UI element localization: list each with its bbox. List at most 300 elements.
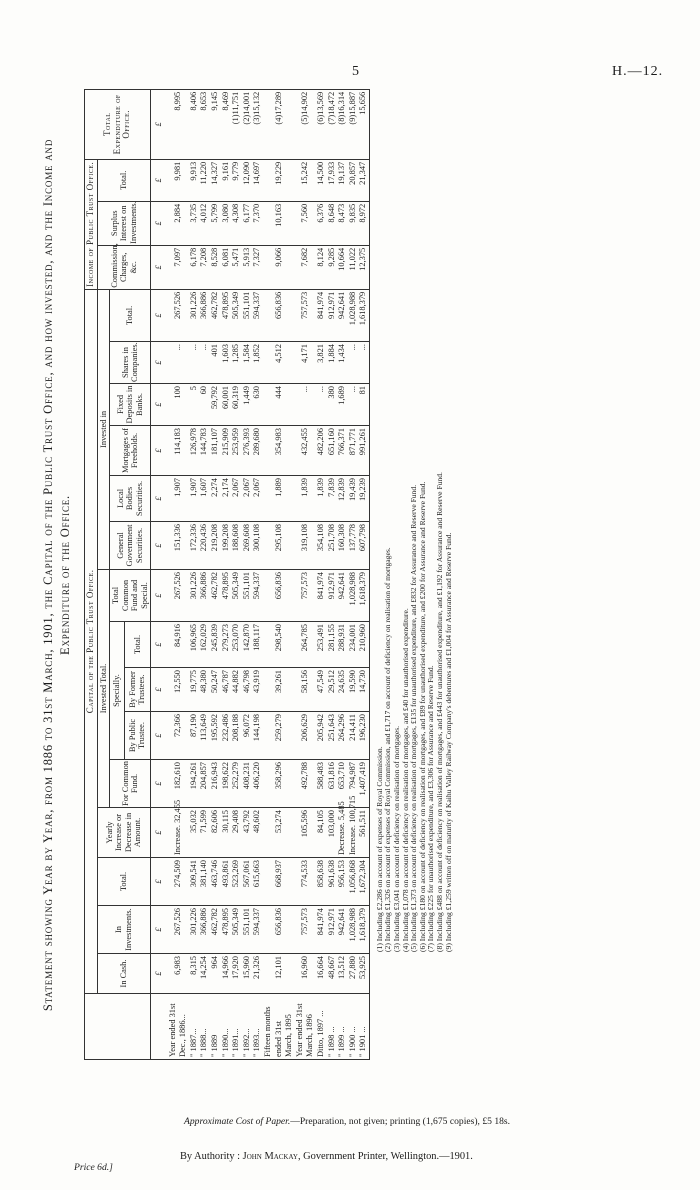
- currency-unit-cell: £: [151, 954, 168, 994]
- table-cell: 215,909: [221, 426, 232, 476]
- table-cell: 1,907: [189, 476, 200, 522]
- table-cell: 757,573: [295, 570, 316, 622]
- table-cell: 964: [210, 954, 221, 994]
- table-cell: 19,229: [263, 159, 295, 201]
- table-cell: 16,960: [295, 954, 316, 994]
- table-cell: 144,198: [252, 712, 263, 760]
- table-cell: 656,836: [263, 570, 295, 622]
- table-cell: 220,436: [199, 522, 210, 570]
- table-cell: 561,511: [358, 808, 369, 858]
- table-cell: 478,895: [221, 289, 232, 341]
- table-cell: 137,778: [348, 522, 359, 570]
- title-line-2: Expenditure of the Office.: [58, 495, 72, 655]
- table-cell: 17,933: [327, 159, 338, 201]
- cost-of-paper: [184, 1116, 510, 1127]
- table-cell: 162,029: [199, 622, 210, 668]
- table-cell: 482,206: [316, 426, 327, 476]
- table-cell: 15,242: [295, 159, 316, 201]
- table-cell: 9,066: [263, 245, 295, 289]
- currency-unit-cell: £: [151, 89, 168, 159]
- table-cell: 631,816: [327, 760, 338, 808]
- table-cell: 53,925: [358, 954, 369, 994]
- table-cell: 6,178: [189, 245, 200, 289]
- table-cell: 113,649: [199, 712, 210, 760]
- row-label: Year ended 31st Dec., 1886...: [168, 994, 189, 1060]
- table-cell: 7,097: [168, 245, 189, 289]
- table-cell: 462,782: [210, 570, 221, 622]
- table-row: [327, 89, 338, 1059]
- table-cell: 9,145: [210, 89, 221, 159]
- table-cell: 319,108: [295, 522, 316, 570]
- table-cell: 2,884: [168, 201, 189, 245]
- table-cell: 21,326: [252, 954, 263, 994]
- table-cell: 15,960: [242, 954, 253, 994]
- table-cell: 188,608: [231, 522, 242, 570]
- table-cell: 14,966: [221, 954, 232, 994]
- table-cell: 251,708: [327, 522, 338, 570]
- table-cell: (4)17,289: [263, 89, 295, 159]
- table-cell: 794,987: [348, 760, 359, 808]
- table-cell: 7,370: [252, 201, 263, 245]
- table-cell: 354,983: [263, 426, 295, 476]
- currency-unit-cell: £: [151, 858, 168, 906]
- row-label: " 1889: [210, 994, 221, 1060]
- table-cell: 279,273: [221, 622, 232, 668]
- currency-unit-cell: £: [151, 342, 168, 384]
- local-bodies-header: Local Bodies Securities.: [110, 476, 151, 522]
- table-cell: Decrease. 5,485: [337, 808, 348, 858]
- table-cell: 245,839: [210, 622, 221, 668]
- table-cell: 493,861: [221, 858, 232, 906]
- table-cell: 594,337: [252, 570, 263, 622]
- table-cell: 72,366: [168, 712, 189, 760]
- table-cell: 912,971: [327, 570, 338, 622]
- table-cell: 3,080: [221, 201, 232, 245]
- table-cell: 206,629: [295, 712, 316, 760]
- table-cell: 841,974: [316, 289, 327, 341]
- statement-block: [40, 90, 680, 1060]
- table-cell: 114,183: [168, 426, 189, 476]
- table-cell: 478,895: [221, 570, 232, 622]
- table-cell: 1,839: [316, 476, 327, 522]
- statement-title: [40, 90, 74, 1060]
- table-cell: 942,641: [337, 570, 348, 622]
- table-cell: 4,012: [199, 201, 210, 245]
- table-cell: 2,067: [242, 476, 253, 522]
- shares-header: Shares in Companies.: [110, 342, 151, 384]
- table-cell: 1,839: [295, 476, 316, 522]
- in-cash-header: In Cash.: [97, 954, 151, 994]
- table-cell: 47,549: [316, 668, 327, 712]
- table-cell: 46,787: [221, 668, 232, 712]
- table-cell: 181,107: [210, 426, 221, 476]
- commission-header: Commission, Charges, &c.: [97, 245, 151, 289]
- table-cell: 60,001: [221, 384, 232, 426]
- table-cell: 301,226: [189, 906, 200, 954]
- table-cell: 151,336: [168, 522, 189, 570]
- table-cell: 942,641: [337, 906, 348, 954]
- table-cell: 87,190: [189, 712, 200, 760]
- table-cell: 588,483: [316, 760, 327, 808]
- table-cell: 264,785: [295, 622, 316, 668]
- table-cell: (8)16,314: [337, 89, 348, 159]
- table-cell: 46,798: [242, 668, 253, 712]
- table-cell: 380: [327, 384, 338, 426]
- table-cell: 35,032: [189, 808, 200, 858]
- table-cell: 594,337: [252, 906, 263, 954]
- table-cell: ...: [199, 342, 210, 384]
- table-cell: 12,375: [358, 245, 369, 289]
- table-cell: 757,573: [295, 289, 316, 341]
- table-cell: 656,836: [263, 289, 295, 341]
- table-cell: ...: [358, 342, 369, 384]
- in-investments-header: In Investments.: [97, 906, 151, 954]
- table-row: [316, 89, 327, 1059]
- row-label: " 1891...: [231, 994, 242, 1060]
- table-cell: 144,783: [199, 426, 210, 476]
- table-row: [295, 89, 316, 1059]
- page-number: 5: [352, 64, 359, 79]
- table-cell: ...: [348, 342, 359, 384]
- table-row: [348, 89, 359, 1059]
- table-cell: 39,261: [263, 668, 295, 712]
- table-cell: 1,618,379: [358, 570, 369, 622]
- table-cell: 267,526: [168, 570, 189, 622]
- table-cell: 267,526: [168, 906, 189, 954]
- table-cell: 1,618,379: [358, 906, 369, 954]
- table-cell: (5)14,902: [295, 89, 316, 159]
- table-cell: 253,491: [316, 622, 327, 668]
- authority-line: [180, 1151, 473, 1162]
- table-row: [263, 89, 295, 1059]
- table-cell: 274,509: [168, 858, 189, 906]
- table-cell: 301,226: [189, 570, 200, 622]
- authority-suffix: Government Printer, Wellington.—1901.: [303, 1151, 473, 1162]
- table-cell: 199,208: [221, 522, 232, 570]
- table-cell: 1,852: [252, 342, 263, 384]
- invested-in-total-header: Total.: [110, 289, 151, 341]
- table-cell: 4,308: [231, 201, 242, 245]
- table-cell: 774,533: [295, 858, 316, 906]
- table-cell: 4,171: [295, 342, 316, 384]
- row-label: Year ended 31st March, 1896: [295, 994, 316, 1060]
- currency-unit-cell: £: [151, 201, 168, 245]
- table-row: [221, 89, 232, 1059]
- table-cell: 1,607: [199, 476, 210, 522]
- currency-unit-cell: £: [151, 668, 168, 712]
- table-cell: 160,308: [337, 522, 348, 570]
- table-cell: 757,573: [295, 906, 316, 954]
- table-cell: 381,140: [199, 858, 210, 906]
- currency-unit-cell: £: [151, 522, 168, 570]
- table-cell: 408,231: [242, 760, 253, 808]
- table-cell: ...: [348, 384, 359, 426]
- table-cell: 505,349: [231, 289, 242, 341]
- authority-prefix: By Authority :: [180, 1151, 241, 1162]
- table-cell: 71,599: [199, 808, 210, 858]
- table-cell: 17,920: [231, 954, 242, 994]
- table-cell: 9,981: [168, 159, 189, 201]
- table-cell: Increase. 100,715: [348, 808, 359, 858]
- currency-unit-cell: £: [151, 384, 168, 426]
- row-label: " 1901 ...: [358, 994, 369, 1060]
- table-cell: 253,070: [231, 622, 242, 668]
- common-fund-header: For Common Fund.: [110, 760, 151, 808]
- currency-unit-cell: £: [151, 570, 168, 622]
- row-label: " 1900 ...: [348, 994, 359, 1060]
- table-cell: 289,680: [252, 426, 263, 476]
- table-cell: 4,512: [263, 342, 295, 384]
- table-cell: 3,821: [316, 342, 327, 384]
- table-cell: 6,376: [316, 201, 327, 245]
- table-row: [168, 89, 189, 1059]
- table-cell: 6,983: [168, 954, 189, 994]
- cost-label: Approximate Cost of Paper.: [184, 1116, 291, 1127]
- table-cell: 432,455: [295, 426, 316, 476]
- table-cell: 8,406: [189, 89, 200, 159]
- table-cell: 841,974: [316, 906, 327, 954]
- table-cell: 11,022: [348, 245, 359, 289]
- table-cell: 1,449: [242, 384, 253, 426]
- table-cell: 354,108: [316, 522, 327, 570]
- table-cell: 1,603: [221, 342, 232, 384]
- table-row: [210, 89, 221, 1059]
- table-cell: 48,380: [199, 668, 210, 712]
- invested-total-header: Invested Total.: [97, 570, 110, 808]
- footnote: (3) Including £3,041 on account of deficiency on realisation of mortgages.: [392, 725, 402, 952]
- table-cell: 59,792: [210, 384, 221, 426]
- table-cell: 43,919: [252, 668, 263, 712]
- table-cell: 462,782: [210, 906, 221, 954]
- printer-name: John Mackay,: [242, 1151, 301, 1162]
- statement-table: [84, 89, 370, 1060]
- table-cell: 269,608: [242, 522, 253, 570]
- table-cell: 7,327: [252, 245, 263, 289]
- table-cell: 14,500: [316, 159, 327, 201]
- table-cell: 653,710: [337, 760, 348, 808]
- table-cell: 14,730: [358, 668, 369, 712]
- table-cell: 8,972: [358, 201, 369, 245]
- invested-in-header: Invested in: [97, 289, 110, 569]
- table-cell: 5,799: [210, 201, 221, 245]
- table-cell: 10,664: [337, 245, 348, 289]
- table-cell: 5,913: [242, 245, 253, 289]
- table-cell: 8,469: [221, 89, 232, 159]
- table-cell: 3,735: [189, 201, 200, 245]
- footnotes: [376, 90, 453, 1060]
- table-cell: 858,638: [316, 858, 327, 906]
- table-cell: 6,177: [242, 201, 253, 245]
- title-line-1: Statement showing Year by Year, from 1886 to 31st March, 1901, the Capital of the Public Trust Office, and how invested, and the Income and: [41, 138, 55, 1012]
- table-cell: 264,296: [337, 712, 348, 760]
- table-cell: 1,407,419: [358, 760, 369, 808]
- table-cell: 7,839: [327, 476, 338, 522]
- table-row: [242, 89, 253, 1059]
- table-cell: 81: [358, 384, 369, 426]
- table-cell: 2,174: [221, 476, 232, 522]
- table-cell: 1,028,988: [348, 289, 359, 341]
- income-total-header: Total.: [97, 159, 151, 201]
- table-cell: 8,473: [337, 201, 348, 245]
- table-cell: 841,974: [316, 570, 327, 622]
- table-cell: (9)15,887: [348, 89, 359, 159]
- table-cell: 366,886: [199, 570, 210, 622]
- table-cell: 11,220: [199, 159, 210, 201]
- table-row: [252, 89, 263, 1059]
- row-label: " 1892...: [242, 994, 253, 1060]
- table-cell: 182,610: [168, 760, 189, 808]
- table-cell: ...: [168, 342, 189, 384]
- table-cell: 12,090: [242, 159, 253, 201]
- table-cell: 630: [252, 384, 263, 426]
- capital-group-header: Capital of the Public Trust Office.: [85, 289, 98, 993]
- table-cell: 103,000: [327, 808, 338, 858]
- table-cell: 7,682: [295, 245, 316, 289]
- table-cell: 478,895: [221, 906, 232, 954]
- table-cell: 204,857: [199, 760, 210, 808]
- price: Price 6d.]: [74, 1162, 113, 1173]
- table-cell: 2,067: [252, 476, 263, 522]
- row-label: Fifteen months ended 31st March, 1895: [263, 994, 295, 1060]
- row-label: Ditto, 1897 ...: [316, 994, 327, 1060]
- table-cell: 401: [210, 342, 221, 384]
- table-cell: 60,319: [231, 384, 242, 426]
- table-cell: 21,347: [358, 159, 369, 201]
- table-cell: 2,067: [231, 476, 242, 522]
- table-cell: 7,208: [199, 245, 210, 289]
- table-cell: 551,101: [242, 906, 253, 954]
- by-public-trustee-header: By Public Trustee.: [124, 712, 150, 760]
- table-cell: 172,336: [189, 522, 200, 570]
- table-cell: 15,656: [358, 89, 369, 159]
- currency-unit-cell: £: [151, 426, 168, 476]
- table-cell: 766,371: [337, 426, 348, 476]
- table-cell: 12,101: [263, 954, 295, 994]
- currency-unit-cell: £: [151, 808, 168, 858]
- unit-cell-blank: [151, 994, 168, 1060]
- table-cell: 50,247: [210, 668, 221, 712]
- fixed-deposits-header: Fixed Deposits in Banks.: [110, 384, 151, 426]
- table-row: [189, 89, 200, 1059]
- table-cell: (2)14,001: [242, 89, 253, 159]
- table-row: [337, 89, 348, 1059]
- table-cell: 142,870: [242, 622, 253, 668]
- total-common-special-header: Total Common Fund and Special.: [110, 570, 151, 622]
- table-cell: ...: [316, 384, 327, 426]
- row-label: " 1888...: [199, 994, 210, 1060]
- table-cell: 14,254: [199, 954, 210, 994]
- table-cell: 9,161: [221, 159, 232, 201]
- table-cell: (3)15,132: [252, 89, 263, 159]
- table-cell: 505,349: [231, 570, 242, 622]
- table-cell: 8,653: [199, 89, 210, 159]
- footnote: (1) Including £2,286 on account of expenses of Royal Commission.: [374, 746, 384, 952]
- table-cell: 100: [168, 384, 189, 426]
- table-cell: 105,596: [295, 808, 316, 858]
- table-cell: 567,061: [242, 858, 253, 906]
- table-cell: 84,916: [168, 622, 189, 668]
- table-cell: 1,056,868: [348, 858, 359, 906]
- table-cell: 216,943: [210, 760, 221, 808]
- table-cell: 234,001: [348, 622, 359, 668]
- table-cell: 358,296: [263, 760, 295, 808]
- table-cell: 106,965: [189, 622, 200, 668]
- table-cell: 194,261: [189, 760, 200, 808]
- table-cell: 252,279: [231, 760, 242, 808]
- table-cell: (7)18,472: [327, 89, 338, 159]
- table-cell: 961,638: [327, 858, 338, 906]
- currency-unit-cell: £: [151, 712, 168, 760]
- table-cell: 48,667: [327, 954, 338, 994]
- table-cell: 1,028,988: [348, 906, 359, 954]
- table-cell: 19,239: [358, 476, 369, 522]
- table-cell: 44,882: [231, 668, 242, 712]
- table-cell: 205,942: [316, 712, 327, 760]
- table-cell: 58,156: [295, 668, 316, 712]
- table-cell: 214,411: [348, 712, 359, 760]
- table-cell: 29,408: [231, 808, 242, 858]
- table-cell: 288,931: [337, 622, 348, 668]
- table-cell: 594,337: [252, 289, 263, 341]
- table-cell: 1,028,988: [348, 570, 359, 622]
- table-cell: 188,117: [252, 622, 263, 668]
- table-cell: 84,105: [316, 808, 327, 858]
- table-cell: 1,672,304: [358, 858, 369, 906]
- table-cell: 12,550: [168, 668, 189, 712]
- table-cell: 309,541: [189, 858, 200, 906]
- footnote: (4) Including £1,078 on account of deficiency on realisation of mortgages, and £40 for unauthorised expenditure.: [400, 608, 410, 952]
- table-cell: 276,393: [242, 426, 253, 476]
- table-cell: 219,208: [210, 522, 221, 570]
- table-cell: 251,643: [327, 712, 338, 760]
- mortgages-header: Mortgages of Freeholds.: [110, 426, 151, 476]
- currency-unit-cell: £: [151, 760, 168, 808]
- income-group-header: Income of Public Trust Office.: [85, 159, 98, 289]
- table-cell: 9,779: [231, 159, 242, 201]
- table-cell: 298,540: [263, 622, 295, 668]
- footnote: (6) Including £180 on account of deficiency on realisation of mortgages, and £89 for unauthorised expenditure, and £200 for Assurance and Reserve Fund.: [417, 481, 427, 952]
- table-row: [199, 89, 210, 1059]
- footnote: (5) Including £1,373 on account of deficiency on realisation of mortgages, £135 for unauthorised expenditure, and £832 for Assurance and Reserve Fund.: [409, 484, 419, 952]
- table-cell: 912,971: [327, 906, 338, 954]
- table-cell: 300,108: [252, 522, 263, 570]
- table-cell: 1,618,379: [358, 289, 369, 341]
- table-cell: 1,285: [231, 342, 242, 384]
- table-cell: 912,971: [327, 289, 338, 341]
- row-label: " 1898 ...: [327, 994, 338, 1060]
- table-cell: 523,269: [231, 858, 242, 906]
- table-cell: 366,886: [199, 289, 210, 341]
- table-cell: 126,978: [189, 426, 200, 476]
- table-cell: 9,285: [327, 245, 338, 289]
- table-cell: 19,439: [348, 476, 359, 522]
- table-cell: 48,602: [252, 808, 263, 858]
- table-cell: ...: [189, 342, 200, 384]
- table-cell: 505,349: [231, 906, 242, 954]
- table-cell: 27,880: [348, 954, 359, 994]
- table-cell: 20,857: [348, 159, 359, 201]
- table-cell: 656,836: [263, 906, 295, 954]
- table-cell: 281,155: [327, 622, 338, 668]
- currency-unit-cell: £: [151, 906, 168, 954]
- table-cell: 13,512: [337, 954, 348, 994]
- table-cell: 615,663: [252, 858, 263, 906]
- table-cell: 60: [199, 384, 210, 426]
- table-cell: 267,526: [168, 289, 189, 341]
- table-cell: 19,590: [348, 668, 359, 712]
- table-cell: 19,137: [337, 159, 348, 201]
- paper-reference: H.—12.: [612, 64, 664, 79]
